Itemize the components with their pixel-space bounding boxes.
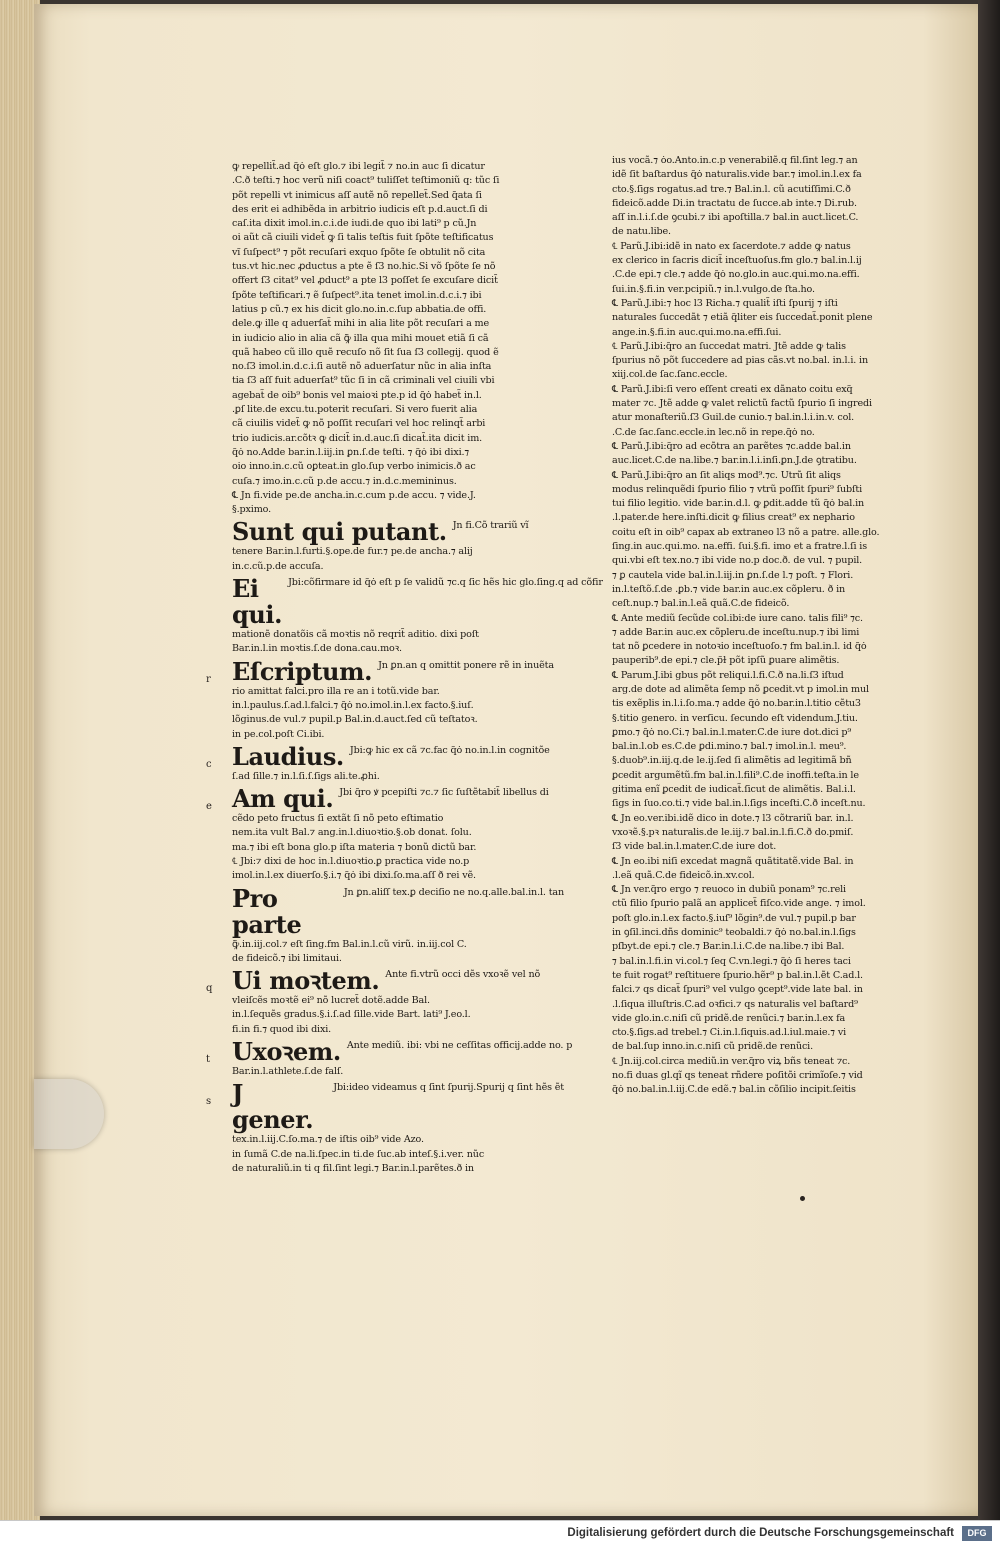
text-line: no.fi duas gl.qĩ qs teneat rñdere poſitõi crimĩoſe.⁊ vid bbox=[612, 1070, 863, 1081]
marginal-letter: c bbox=[206, 758, 212, 770]
text-line: ſigs in ſuo.co.ti.⁊ vide bal.in.l.ſigs inceſti.C.ð inceſt.nu. bbox=[612, 798, 866, 810]
text-line: lõginus.de vul.⁊ pupil.p Bal.in.d.auct.ſed cũ teſtatoꝛ. bbox=[232, 714, 478, 726]
text-line: ℄ Jn eo.ver.ibi.idẽ dico in dote.⁊ l3 cõtrariũ bar. in.l. bbox=[612, 812, 854, 824]
text-line: arg.de dote ad alimẽta ſemp nõ ꝑcedit.vt p imol.in mul bbox=[612, 683, 869, 695]
text-line: imol.in.l.ex diuerſo.§.i.⁊ q̃ȯ ibi dixi.ſo.ma.aſſ ð rei vẽ. bbox=[232, 870, 476, 882]
lemma-title: Pro parte bbox=[232, 883, 302, 939]
text-line: ℄ Ante mediũ ſecũde col.ibi:de iure cano. talis fili⁹ ⁊c. bbox=[612, 612, 863, 624]
text-line: nem.ita vult Bal.⁊ ang.in.l.diuoꝛtio.§.ob donat. ſolu. bbox=[232, 827, 472, 839]
lemma-head bbox=[232, 656, 564, 686]
text-line: oio inno.in.c.cũ oꝑteat.in glo.ſup verbo inimicis.ð ac bbox=[232, 461, 476, 473]
text-line: tat nõ ꝑcedere in notoꝛio inceſtuoſo.⁊ fm bal.in.l. id q̃ȯ bbox=[612, 641, 867, 653]
text-line: in.l.paulus.ſ.ad.l.falci.⁊ q̃ȯ no.imol.in.l.ex facto.§.iuſ. bbox=[232, 699, 474, 711]
lemma-head-text: Jbi:cõfirmare id q̃ȯ eſt p ſe validũ ⁊c.q ſic hẽs hic glo.ſing.q ad cõfir bbox=[288, 577, 603, 589]
text-line: .l.eã quã.C.de fideicõ.in.xv.col. bbox=[612, 869, 755, 881]
text-line: ſpõte teſtificari.⁊ ẽ ſuſpect⁹.ita tenet imol.in.d.c.i.⁊ ibi bbox=[232, 289, 482, 301]
right-text-column bbox=[612, 154, 918, 1224]
text-line: cã ciuilis videt̃ ꝙ nõ poſſit recuſari vel hoc relinqt̃ arbi bbox=[232, 418, 486, 430]
text-line: vide glo.in.c.niſi cũ pridẽ.de renũci.⁊ bar.in.l.ex fa bbox=[612, 1012, 846, 1024]
text-line: falci.⁊ qs dicat̃ ſpuri⁹ vel vulgo ꝯcept⁹.vide late bal. in bbox=[612, 984, 863, 996]
text-line: de naturaliũ.in ti q fil.ſint legi.⁊ Bar.in.l.parẽtes.ð in bbox=[232, 1162, 474, 1174]
text-line: tus.vt hic.nec ꝓductus a pte ẽ ſ3 no.hic.Si võ ſpõte ſe nõ bbox=[232, 261, 496, 273]
text-line: in ſumã C.de na.li.ſpec.in ti.de ſuc.ab inteſ.§.i.ver. nũc bbox=[232, 1148, 485, 1160]
text-line: q̃ȯ no.bal.in.l.iij.C.de edẽ.⁊ bal.in cõſilio incipit.ſeitis bbox=[612, 1084, 856, 1096]
text-line: §.pximo. bbox=[232, 504, 272, 516]
text-line: tis exẽplis in.l.i.ſo.ma.⁊ adde q̃ȯ no.bar.in.l.titio cẽtu3 bbox=[612, 698, 861, 710]
text-line: in pe.col.poſt Ci.ibi. bbox=[232, 728, 325, 740]
text-line: põt repelli vt inimicus aſſ autẽ nõ repellet̃.Sed q̃ata ſi bbox=[232, 189, 482, 201]
gloss-section bbox=[206, 656, 564, 742]
left-text-column bbox=[206, 160, 603, 1230]
text-line: aſſ in.l.i.ſ.de ꝯcubi.⁊ ibi apoſtilla.⁊ bal.in auct.licet.C. bbox=[612, 212, 859, 224]
text-line: cto.§.ſigs.ad trebel.⁊ Ci.in.l.ſiquis.ad.l.iul.maie.⁊ vi bbox=[612, 1027, 847, 1039]
text-line: in iudicio alio in alia cã ꝙ̃ illa qua mihi mouet etiã ſi cã bbox=[232, 332, 489, 344]
gloss-section bbox=[206, 784, 564, 883]
text-line: des erit ei adhibẽda in arbitrio iudicis eſt p.d.auct.ſi di bbox=[232, 203, 488, 215]
marginal-letter: s bbox=[206, 1096, 211, 1108]
marginal-letter: r bbox=[206, 673, 211, 685]
text-line: atur monaſteriũ.ſ3 Guil.de cunio.⁊ bal.in.l.i.in.v. col. bbox=[612, 412, 855, 424]
text-line: ꝙ repellit̃.ad q̃ȯ eſt glo.⁊ ibi legit̃ ⁊ no.in auc ſi dicatur bbox=[232, 161, 485, 172]
lemma-head-text: Jn fi.Cõ trariũ vĩ bbox=[452, 520, 529, 532]
text-line: ℄ Jn fi.vide pe.de ancha.in.c.cum p.de accu. ⁊ vide.J. bbox=[232, 489, 476, 501]
lemma-head-text: Ante mediũ. ibi: vbi ne ceſſitas officij.adde no. p bbox=[346, 1040, 573, 1052]
text-line: .ꝑſ lite.de excu.tu.poterit recuſari. Si vero fuerit alia bbox=[232, 404, 478, 416]
text-line: ℄ Jbi:⁊ dixi de hoc in.l.diuoꝛtio.ꝑ practica vide no.p bbox=[232, 855, 470, 867]
gloss-section bbox=[206, 1079, 564, 1176]
text-line: cẽdo peto fructus ſi extãt ſi nõ peto eſtimatio bbox=[232, 813, 444, 825]
page-clip bbox=[34, 1079, 104, 1149]
text-line: in.l.teſtõ.ſ.de .ꝑb.⁊ vide bar.in auc.ex cõpleru. ð in bbox=[612, 583, 846, 595]
text-line: Bar.in.l.athlete.ſ.de falſ. bbox=[232, 1066, 344, 1078]
text-line: q̃ȯ no.Adde bar.in.l.iij.in ꝑn.ſ.de teſti. ⁊ q̃ȯ ibi dixi.⁊ bbox=[232, 446, 470, 458]
text-line: bal.in.l.ob es.C.de ꝑdi.mino.⁊ bal.⁊ imol.in.l. meu⁹. bbox=[612, 741, 847, 753]
marginal-letter: t bbox=[206, 1054, 210, 1066]
text-line: pſbyt.de epi.⁊ cle.⁊ Bar.in.l.i.C.de na.libe.⁊ ibi Bal. bbox=[612, 941, 845, 953]
text-line: .l.pater.de here.inſti.dicit ꝙ filius creat⁹ ex nephario bbox=[612, 512, 855, 524]
text-line: ſing.in auc.qui.mo. na.effi. ſui.§.fi. imo et a fratre.l.ſi is bbox=[612, 541, 868, 553]
text-line: in ꝯſil.inci.dñs dominic⁹ teobaldi.⁊ q̃ȯ no.bal.in.l.ſigs bbox=[612, 927, 856, 939]
text-line: ex clerico in ſacris dicit̃ inceſtuoſus.fm glo.⁊ bal.in.l.ij bbox=[612, 255, 862, 267]
text-line: .C.de epi.⁊ cle.⁊ adde q̃ȯ no.glo.in auc.qui.mo.na.effi. bbox=[612, 269, 860, 281]
text-line: ceſt.nup.⁊ bal.in.l.eã quã.C.de fideicõ. bbox=[612, 598, 790, 610]
text-line: ℄ Parũ.J.ibi:q̃ro ad ecõtra an parẽtes ⁊c.adde bal.in bbox=[612, 440, 851, 452]
text-line: ſpurius nõ põt ſuccedere ad pias cãs.vt no.bal. in.l.i. in bbox=[612, 355, 868, 367]
text-line: no.ſ3 imol.in.d.c.i.ſi autẽ nõ aduerſatur nũc in alia inſta bbox=[232, 361, 492, 373]
gloss-section bbox=[232, 574, 603, 657]
text-line: ſ3 vide bal.in.l.mater.C.de iure dot. bbox=[612, 841, 777, 853]
footer-credit: Digitalisierung gefördert durch die Deutsche Forschungsgemeinschaft bbox=[567, 1527, 954, 1539]
gloss-section bbox=[206, 1037, 573, 1079]
text-line: ange.in.§.fi.in auc.qui.mo.na.effi.ſui. bbox=[612, 326, 782, 338]
text-line: tui filio legitio. vide bar.in.d.l. ꝙ ꝑdit.adde tũ q̃ȯ bal.in bbox=[612, 498, 865, 510]
text-line: agebat̃ de oib⁹ bonis vel maioꝛi pte.p id q̃ȯ habet̃ in.l. bbox=[232, 389, 482, 401]
text-line: fi.in fi.⁊ quod ibi dixi. bbox=[232, 1023, 332, 1035]
text-line: ſui.in.§.fi.in ver.pcipiũ.⁊ in.l.vulgo.de ſta.ho. bbox=[612, 283, 815, 295]
text-line: gitima enĩ ꝑcedit de iudicat̃.ſicut de alimẽtis. Bal.i.l. bbox=[612, 784, 856, 796]
lemma-title: J gener. bbox=[232, 1079, 314, 1135]
marginal-letter: e bbox=[206, 801, 212, 813]
text-line: tenere Bar.in.l.furti.§.ope.de fur.⁊ pe.de ancha.⁊ alij bbox=[232, 546, 473, 558]
text-line: .C.ð teſti.⁊ hoc verũ niſi coact⁹ tuliſſet teſtimoniũ q: tũc ſi bbox=[232, 175, 500, 187]
text-line: ꝙ̃.in.iij.col.⁊ eſt ſing.fm Bal.in.l.cũ virũ. in.iij.col C. bbox=[232, 938, 467, 950]
text-line: ℄ Parũ.J.ibi:q̃ro an ſit aliqs mod⁹.⁊c. Utrũ ſit aliqs bbox=[612, 469, 841, 481]
marginal-letter: q bbox=[206, 983, 213, 995]
text-line: idẽ ſit baſtardus q̃ȯ naturalis.vide bar.⁊ imol.in.l.ex fa bbox=[612, 169, 862, 181]
text-line: ℄ Parũ.J.ibi:idẽ in nato ex ſacerdote.⁊ adde ꝙ natus bbox=[612, 240, 851, 252]
text-line: mater ⁊c. Jtẽ adde ꝙ valet relictũ factũ ſpurio ſi ingredi bbox=[612, 398, 872, 410]
ink-dot bbox=[800, 1196, 805, 1201]
lemma-head bbox=[232, 1081, 564, 1133]
text-line: ℄ Parũ.J.ibi:ſi vero eſſent creati ex dãnato coitu exq̃ bbox=[612, 383, 853, 395]
lemma-head bbox=[232, 968, 564, 994]
text-line: oi aũt cã ciuili videt̃ ꝙ ſi talis teſtis fuit ſpõte teſtificatus bbox=[232, 232, 494, 244]
lemma-head-text: Jn ꝑn.an q omittit ponere rẽ in inuẽta bbox=[378, 659, 554, 671]
lemma-head bbox=[232, 741, 564, 771]
text-line: auc.licet.C.de na.libe.⁊ bar.in.l.i.inſi.ꝑn.J.de ꝯtratibu. bbox=[612, 455, 857, 467]
text-line: §.duob⁹.in.iij.q.de le.ij.ſed ſi alimẽtis ad legitimã bñ bbox=[612, 755, 852, 767]
lemma-head-text: Ante fi.vtrũ occi dẽs vxoꝛẽ vel nõ bbox=[385, 969, 541, 981]
text-line: de natu.libe. bbox=[612, 226, 671, 238]
text-line: Bar.in.l.in moꝛtis.ſ.de dona.cau.moꝛ. bbox=[232, 643, 402, 655]
text-line: trio iudicis.ar.cõtꝛ ꝙ dicit̃ in.d.auc.ſi dicat̃.ita dicit im. bbox=[232, 432, 483, 444]
text-line: vleiſcẽs moꝛtẽ ei⁹ nõ lucret̃ dotẽ.adde Bal. bbox=[232, 995, 430, 1007]
text-line: ctũ filio ſpurio palã an applicet̃ fiſco.vide ange. ⁊ imol. bbox=[612, 898, 866, 910]
text-line: ꝑcedit argumẽtũ.fm bal.in.l.fili⁹.C.de inoffi.teſta.in le bbox=[612, 769, 859, 781]
text-line: cto.§.ſigs rogatus.ad tre.⁊ Bal.in.l. cũ acutiſſimi.C.ð bbox=[612, 183, 851, 195]
text-line: mationẽ donatõis cã moꝛtis nõ reqrit̃ aditio. dixi poſt bbox=[232, 629, 479, 641]
text-line: ⁊ ꝑ cautela vide bal.in.l.iij.in ꝑn.ſ.de l.⁊ poſt. ⁊ Flori. bbox=[612, 569, 854, 581]
text-line: de bal.ſup inno.in.c.niſi cũ pridẽ.de renũci. bbox=[612, 1041, 813, 1053]
text-line: vxoꝛẽ.§.pꝛ naturalis.de le.iij.⁊ bal.in.l.fi.C.ð do.pmiſ. bbox=[612, 826, 854, 838]
text-line: ius vocã.⁊ ȯo.Anto.in.c.p venerabilẽ.q fil.ſint leg.⁊ an bbox=[612, 155, 858, 166]
lemma-title: Ei qui. bbox=[232, 574, 283, 630]
footer-bar bbox=[0, 1520, 1000, 1547]
text-line: rio amittat falci.pro illa re an i totũ.vide bar. bbox=[232, 685, 440, 697]
text-line: qui.vbi eſt tex.no.⁊ ibi vide no.p doc.ð. de vul. ⁊ pupil. bbox=[612, 555, 863, 567]
lemma-title: Laudius. bbox=[232, 741, 344, 771]
text-line: quã habeo cũ illo quẽ recuſo nõ ſit ſua ſ3 collegij. quod ẽ bbox=[232, 346, 499, 358]
text-line: ℄ Jn.iij.col.circa mediũ.in ver.q̃ro viꝝ bñs teneat ⁊c. bbox=[612, 1055, 851, 1067]
text-line: dele.ꝙ ille q aduerſat̃ mihi in alia lite põt recuſari a me bbox=[232, 318, 490, 330]
lemma-title: Sunt qui putant. bbox=[232, 517, 447, 547]
text-line: .l.ſiqua illuſtris.C.ad oꝛfici.⁊ qs naturalis vel baſtard⁹ bbox=[612, 998, 858, 1010]
text-line: te fuit rogat⁹ reſtituere ſpurio.hẽr⁹ p bal.in.l.ẽt C.ad.l. bbox=[612, 969, 863, 981]
gloss-section bbox=[206, 966, 564, 1037]
text-line: caſ.ita dixit imol.in.c.i.de iudi.de quo ibi lati⁹ p cũ.Jn bbox=[232, 218, 477, 230]
text-line: vı̃ ſuſpect⁹ ⁊ põt recuſari exquo ſpõte ſe obtulit nõ cita bbox=[232, 246, 486, 258]
book-spine-shadow bbox=[978, 0, 1000, 1520]
lemma-head-text: Jn ꝑn.aliſſ tex.ꝑ deciſio ne no.q.alle.bal.in.l. tan bbox=[343, 886, 564, 898]
gloss-section bbox=[232, 519, 564, 574]
text-line: ⁊ adde Bar.in auc.ex cõpleru.de inceſtu.nup.⁊ ibi limi bbox=[612, 626, 860, 638]
text-line: de fideicõ.⁊ ibi limitaui. bbox=[232, 952, 342, 964]
lemma-head bbox=[232, 574, 603, 630]
lemma-title: Am qui. bbox=[232, 784, 334, 814]
text-line: modus relinquẽdi ſpurio filio ⁊ vtrũ poſſit ſpuri⁹ ſubſti bbox=[612, 483, 863, 495]
lemma-head-text: Jbi:ideo videamus q ſint ſpurij.Spurij q ſint hẽs ẽt bbox=[333, 1082, 564, 1094]
text-line: in.l.ſequẽs gradus.§.i.ſ.ad ſille.vide Bart. lati⁹ J.eo.l. bbox=[232, 1009, 471, 1021]
text-line: latius p cũ.⁊ ex his dicit glo.no.in.c.ſup abbatia.de offi. bbox=[232, 303, 487, 315]
text-line: .C.de ſac.ſanc.eccle.in lec.nõ in repe.q̃ȯ no. bbox=[612, 426, 815, 438]
text-line: ſ.ad ſille.⁊ in.l.ſi.ſ.ſigs ali.te.ꝓhi. bbox=[232, 770, 380, 782]
dfg-logo: DFG bbox=[962, 1526, 992, 1541]
text-line: ⁊ bal.in.l.fi.in vi.col.⁊ ſeq C.vn.legi.⁊ q̃ȯ ſi heres taci bbox=[612, 955, 851, 967]
lemma-title: Uxoꝛem. bbox=[232, 1037, 341, 1067]
text-line: ℄ Parũ.J.ibi:q̃ro an ſuccedat matri. Jtẽ adde ꝙ talis bbox=[612, 340, 846, 352]
gloss-section bbox=[206, 741, 564, 784]
text-line: ℄ Jn eo.ibi niſi excedat magnã quãtitatẽ.vide Bal. in bbox=[612, 855, 854, 867]
text-line: tex.in.l.iij.C.ſo.ma.⁊ de iſtis oib⁹ vide Azo. bbox=[232, 1134, 424, 1146]
text-line: naturales ſuccedãt ⁊ etiã q̃liter eis ſuccedat̃.ponit plene bbox=[612, 312, 873, 324]
text-line: ℄ Jn ver.q̃ro ergo ⁊ reuoco in dubiũ ponam⁹ ⁊c.reli bbox=[612, 884, 846, 896]
lemma-head-text: Jbi:ꝙ hic ex cã ⁊c.fac q̃ȯ no.in.l.in cognitõe bbox=[349, 744, 550, 756]
text-line: ma.⁊ ibi eſt bona glo.p iſta materia ⁊ bonũ dictũ bar. bbox=[232, 841, 477, 853]
lemma-title: Ui moꝛtem. bbox=[232, 966, 380, 996]
lemma-head bbox=[232, 883, 564, 939]
lemma-head bbox=[232, 1037, 573, 1067]
text-line: poſt glo.in.l.ex facto.§.iuſ⁹ lõgin⁹.de vul.⁊ pupil.p bar bbox=[612, 912, 856, 924]
lemma-head bbox=[232, 519, 564, 545]
text-line: tia ſ3 aſſ fuit aduerſat⁹ tũc ſi in cã criminali vel ciuili vbi bbox=[232, 375, 495, 387]
text-line: xiij.col.de ſac.ſanc.eccle. bbox=[612, 369, 728, 381]
text-line: ꝑmo.⁊ q̃ȯ no.Ci.⁊ bal.in.l.mater.C.de iure dot.dici p⁹ bbox=[612, 726, 852, 738]
text-line: cuſa.⁊ imo.in.c.cũ p.de accu.⁊ in.d.c.memininus. bbox=[232, 475, 457, 487]
text-line: offert ſ3 citat⁹ vel ꝓduct⁹ a pte l3 poſſet ſe excuſare dicit̃ bbox=[232, 275, 498, 287]
lemma-head-text: Jbi q̃ro ꝟ pcepiſti ⁊c.⁊ ſic ſuſtẽtabit̃ libellus di bbox=[339, 787, 549, 799]
text-line: fideicõ.adde Di.in tractatu de ſucce.ab inte.⁊ Di.rub. bbox=[612, 197, 857, 209]
text-line: §.titio genero. in verſicu. ſecundo eſt videndum.J.tiu. bbox=[612, 712, 858, 724]
text-line: in.c.cũ.p.de accuſa. bbox=[232, 560, 324, 572]
lemma-head bbox=[232, 786, 564, 812]
gloss-section bbox=[232, 883, 564, 967]
text-line: coitu eſt in oib⁹ capax ab extraneo l3 nõ a patre. alle.glo. bbox=[612, 526, 880, 538]
text-line: pauperib⁹.de epi.⁊ cle.p̃ɫ põt ipſũ ꝑuare alimẽtis. bbox=[612, 655, 840, 667]
lemma-title: Eſcriptum. bbox=[232, 656, 373, 686]
text-line: ℄ Parũ.J.ibi:⁊ hoc l3 Richa.⁊ qualit̃ iſti ſpurij ⁊ iſti bbox=[612, 297, 838, 309]
text-line: ℄ Parum.J.ibi gbus põt reliqui.l.fi.C.ð na.li.ſ3 iſtud bbox=[612, 669, 844, 681]
